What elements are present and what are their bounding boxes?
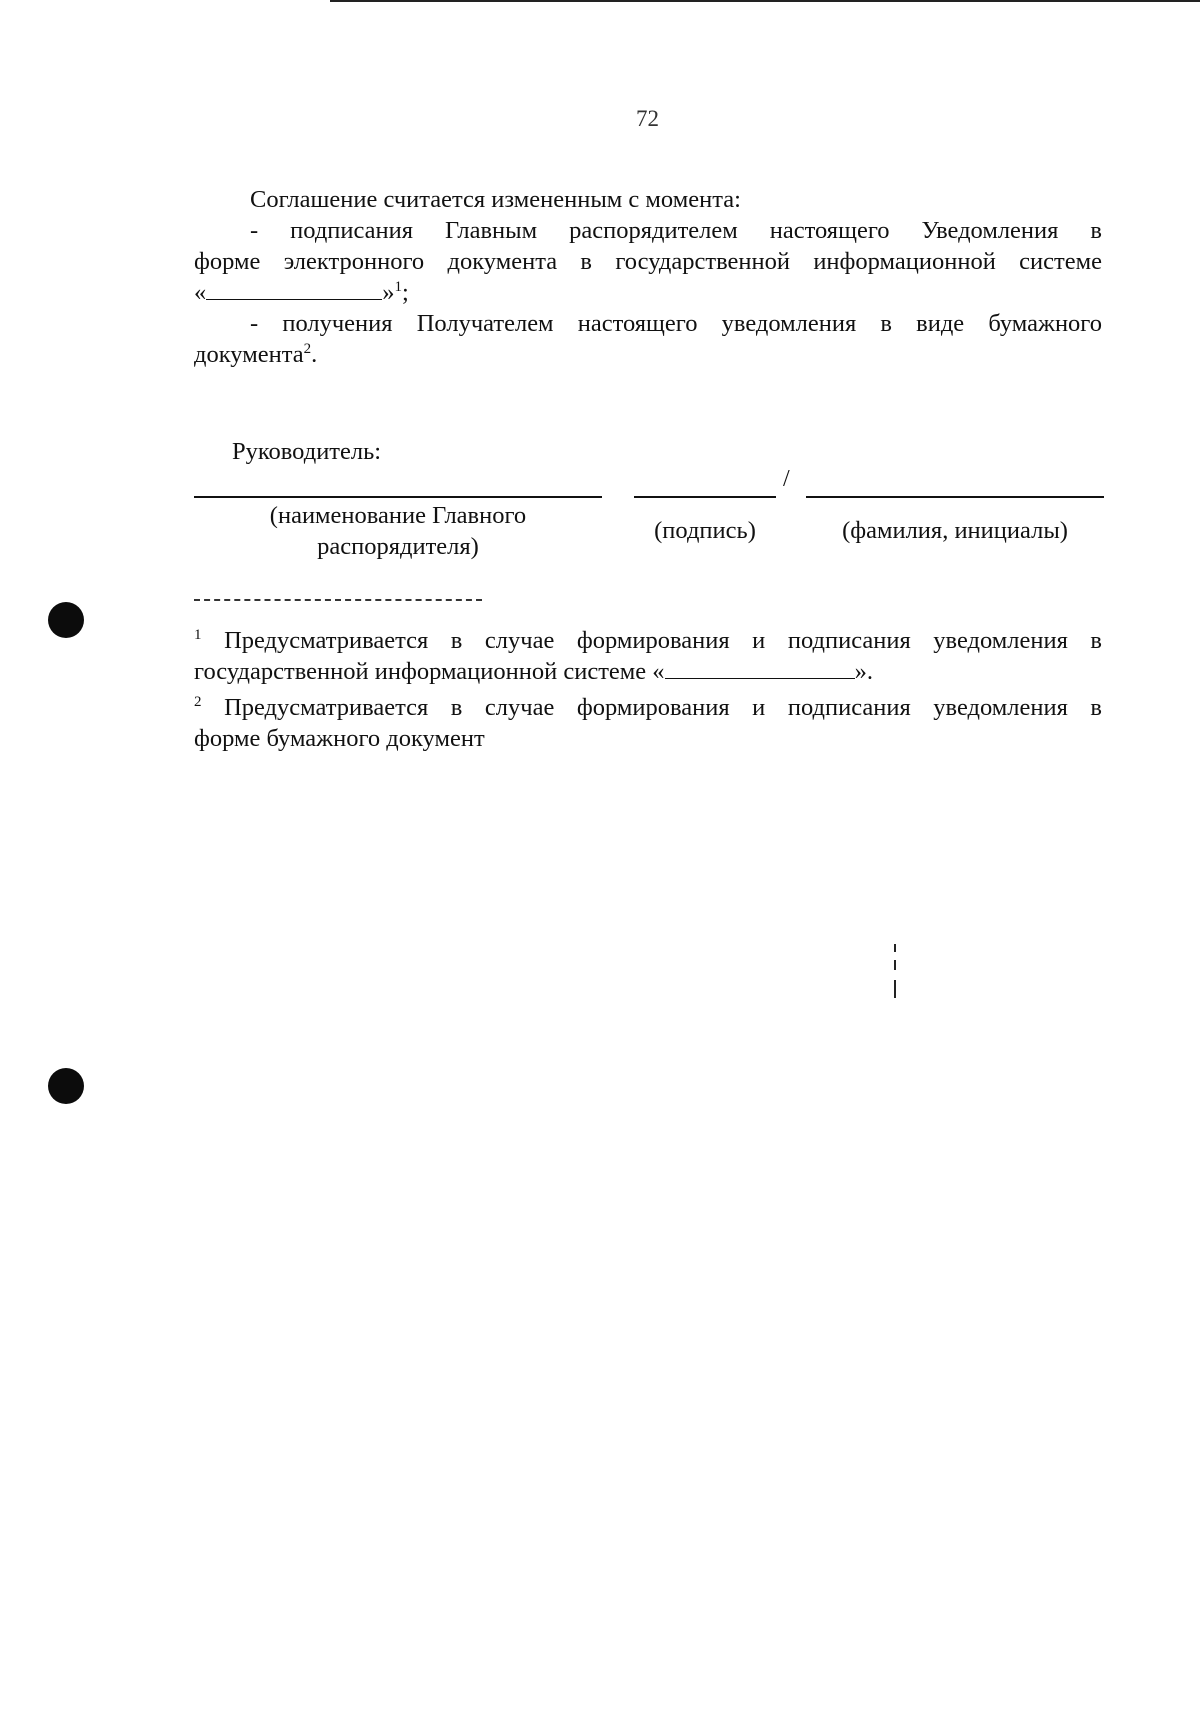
footnote-ref-2: 2 bbox=[303, 340, 312, 357]
footnote-2-line-1: $^2$ Предусматривается в случае формирования и подписания уведомления в bbox=[194, 693, 1102, 721]
signature-label: Руководитель: bbox=[232, 438, 382, 465]
footnote-1-line-1: $^1$ Предусматривается в случае формирования и подписания уведомления в bbox=[194, 626, 1102, 654]
clause-electronic bbox=[194, 215, 1102, 308]
caption-org-line-1: (наименование Главного bbox=[269, 502, 527, 529]
org-name-line bbox=[194, 496, 602, 498]
page-number: 72 bbox=[636, 106, 659, 131]
scan-mark bbox=[894, 980, 896, 998]
binder-hole-top bbox=[48, 602, 84, 638]
clause-paper-line-1: - получения Получателем настоящего уведомления в виде бумажного bbox=[250, 310, 1102, 337]
clause-paper-tail: . bbox=[311, 341, 318, 368]
name-initials-line bbox=[806, 496, 1104, 498]
clause-electronic-line-3 bbox=[194, 277, 1102, 308]
caption-org bbox=[194, 500, 602, 562]
clause-electronic-line-1: - подписания Главным распорядителем настоящего Уведомления в bbox=[250, 217, 1102, 244]
footnote-2 bbox=[194, 692, 1102, 754]
system-name-blank bbox=[206, 278, 382, 300]
clause-paper-line-2 bbox=[194, 339, 1102, 370]
intro-paragraph: Соглашение считается измененным с момента: bbox=[250, 186, 741, 213]
quote-close: » bbox=[382, 279, 395, 306]
binder-hole-bottom bbox=[48, 1068, 84, 1104]
footnote-ref-1: 1 bbox=[394, 278, 402, 295]
caption-name: (фамилия, инициалы) bbox=[842, 517, 1068, 544]
signature-line bbox=[634, 496, 776, 498]
footnote-2-ref: 2 bbox=[194, 693, 202, 710]
scan-top-border bbox=[330, 0, 1200, 2]
footnote-1 bbox=[194, 625, 1102, 687]
footnote-2-line-2: форме бумажного документ bbox=[194, 725, 485, 752]
clause-paper-word: документа bbox=[194, 341, 304, 368]
scan-mark bbox=[894, 944, 896, 952]
caption-org-line-2: распорядителя) bbox=[317, 533, 479, 560]
signature-separator: / bbox=[783, 466, 790, 492]
clause-paper bbox=[194, 308, 1102, 370]
clause-electronic-line-2: форме электронного документа в государственной информационной системе bbox=[194, 248, 1102, 275]
footnote-separator bbox=[194, 599, 482, 601]
caption-signature: (подпись) bbox=[654, 517, 756, 544]
clause-electronic-tail: ; bbox=[402, 279, 409, 306]
footnote-system-blank bbox=[665, 657, 855, 679]
scan-mark bbox=[894, 960, 896, 970]
quote-open: « bbox=[194, 279, 207, 306]
footnote-1-ref: 1 bbox=[194, 626, 202, 643]
footnote-1-line-2: государственной информационной системе « ». bbox=[194, 658, 873, 685]
